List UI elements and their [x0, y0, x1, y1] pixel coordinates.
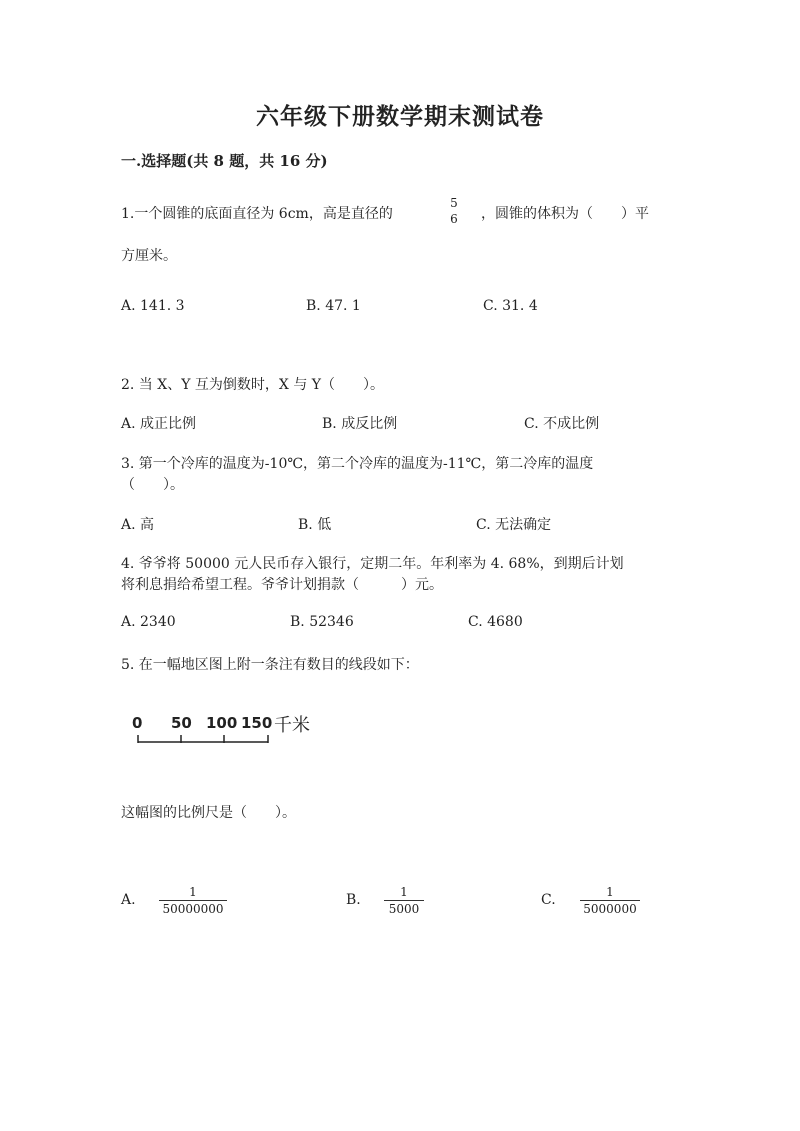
q5-option-b-denominator: 5000	[384, 900, 424, 917]
q2-option-c: C. 不成比例	[524, 416, 600, 432]
q2-text: 2. 当 X、Y 互为倒数时，X 与 Y（ ）。	[121, 377, 385, 393]
q4-text-line2: 将利息捐给希望工程。爷爷计划捐款（ ）元。	[121, 577, 443, 593]
scale-tick-label-100: 100	[206, 714, 238, 732]
scale-tick-label-50: 50	[171, 714, 192, 732]
q5-option-c-numerator: 1	[606, 885, 614, 899]
q4-text-line1: 4. 爷爷将 50000 元人民币存入银行，定期二年。年利率为 4. 68%，到期后计划	[121, 556, 624, 572]
q2-option-a: A. 成正比例	[121, 416, 197, 432]
q1-option-c: C. 31. 4	[483, 298, 538, 314]
scale-tick-label-150: 150	[241, 714, 273, 732]
q1-option-a: A. 141. 3	[121, 298, 185, 314]
q1-fraction-denominator: 6	[450, 212, 458, 226]
q5-option-a-denominator: 50000000	[159, 900, 227, 917]
q3-text-line1: 3. 第一个冷库的温度为-10℃，第二个冷库的温度为-11℃，第二冷库的温度	[121, 456, 594, 472]
q3-option-b: B. 低	[298, 517, 332, 533]
q4-option-a: A. 2340	[121, 614, 176, 630]
scale-bar-line	[130, 733, 275, 747]
scale-tick-label-0: 0	[132, 714, 143, 732]
q5-option-a-fraction	[159, 885, 227, 917]
exam-title: 六年级下册数学期末测试卷	[256, 103, 544, 130]
q3-text-line2: （ ）。	[121, 477, 184, 493]
section-heading: 一.选择题(共 8 题，共 16 分)	[121, 152, 328, 170]
q5-option-b-label: B.	[346, 892, 361, 908]
q5-question: 这幅图的比例尺是（ ）。	[121, 805, 296, 821]
q5-option-c-denominator: 5000000	[580, 900, 640, 917]
q5-text: 5. 在一幅地区图上附一条注有数目的线段如下：	[121, 657, 419, 673]
q5-option-a-numerator: 1	[189, 885, 197, 899]
q3-option-a: A. 高	[121, 517, 155, 533]
scale-unit-label: 千米	[274, 715, 310, 736]
q3-option-c: C. 无法确定	[476, 517, 552, 533]
q4-option-b: B. 52346	[290, 614, 354, 630]
q1-fraction	[446, 196, 462, 227]
q1-text-part2: ，圆锥的体积为（ ）平	[481, 206, 649, 222]
q1-text-part1: 1.一个圆锥的底面直径为 6cm，高是直径的	[121, 206, 393, 222]
q5-option-b-numerator: 1	[400, 885, 408, 899]
q5-option-c-label: C.	[541, 892, 556, 908]
q1-text-part3: 方厘米。	[121, 248, 177, 264]
q5-option-c-fraction	[580, 885, 640, 917]
q5-option-b-fraction	[384, 885, 424, 917]
q5-option-a-label: A.	[121, 892, 136, 908]
q1-option-b: B. 47. 1	[306, 298, 361, 314]
q1-fraction-numerator: 5	[450, 196, 458, 210]
q2-option-b: B. 成反比例	[322, 416, 398, 432]
q4-option-c: C. 4680	[468, 614, 523, 630]
